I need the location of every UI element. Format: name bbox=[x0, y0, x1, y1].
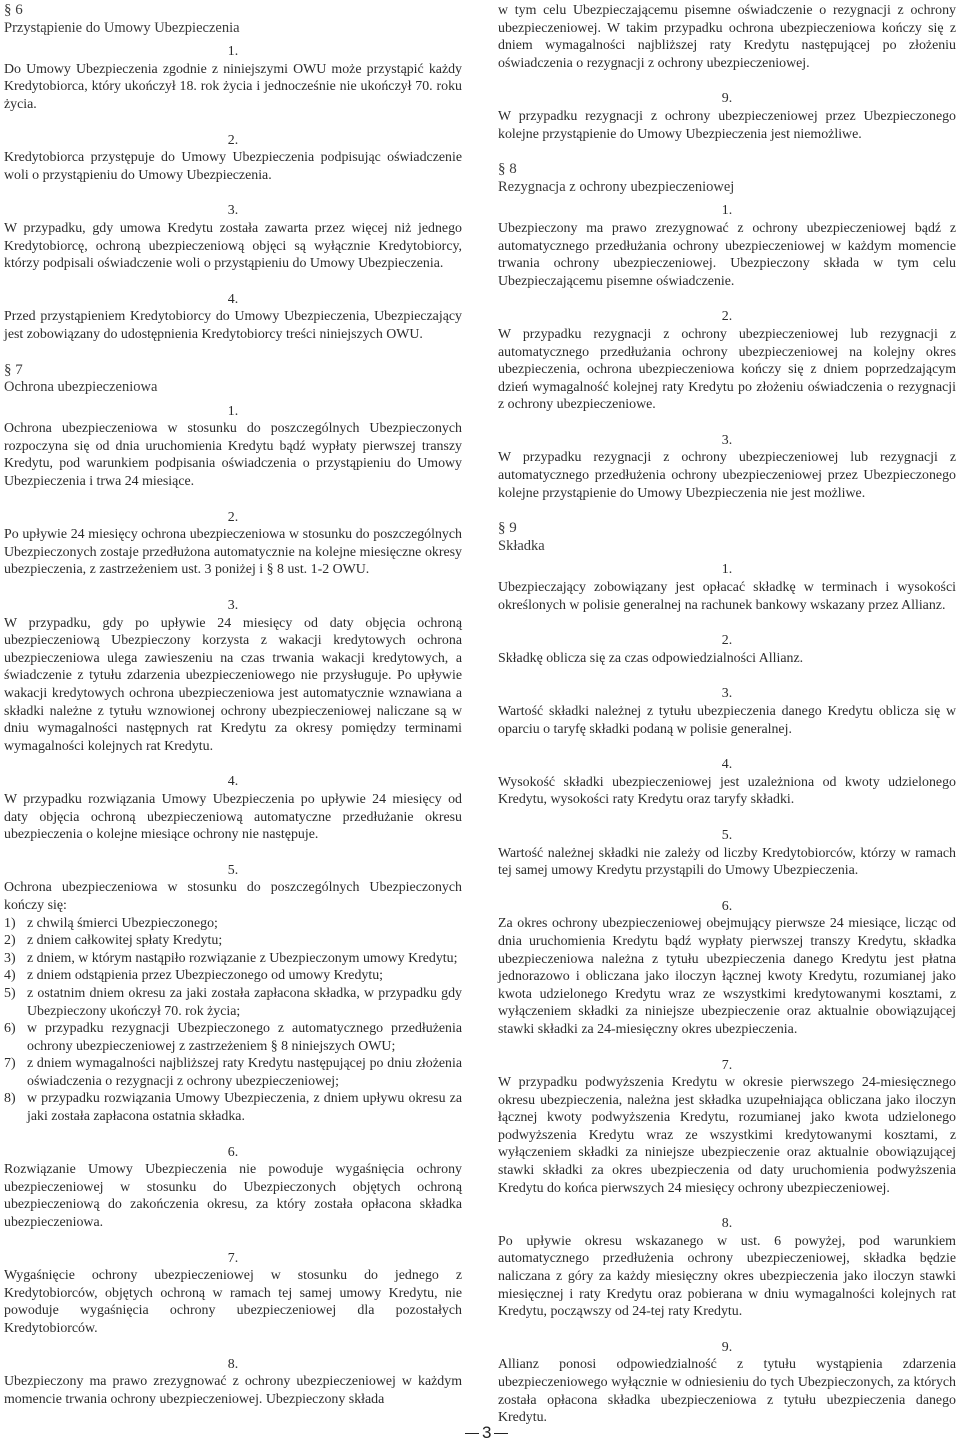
paragraph-number: 1. bbox=[227, 44, 239, 60]
list-item-text: z chwilą śmierci Ubezpieczonego; bbox=[27, 915, 218, 931]
paragraph-text: Wygaśnięcie ochrony ubezpieczeniowej w stosunku do jednego z Kredytobiorców, objętych ochroną w ramach tej samej umowy Kredytu, nie powoduje wygaśnięcia ochrony ubezpieczeniowej dla pozostałych Kredytobiorców. bbox=[4, 1268, 462, 1336]
list-item-number: 6) bbox=[4, 1021, 16, 1037]
list-item-number: 5) bbox=[4, 985, 16, 1001]
right-column bbox=[498, 2, 956, 1445]
paragraph-text: Allianz ponosi odpowiedzialność z tytułu wystąpienia zdarzenia ubezpieczeniowego wyłącznie w odniesieniu do tych Ubezpieczonych, za których została opłacona składka ubezpieczeniowa z tytułu ubezpieczenia danego Kredytu. bbox=[498, 1357, 956, 1426]
paragraph bbox=[4, 291, 462, 344]
paragraph-number: 2. bbox=[721, 633, 733, 649]
paragraph bbox=[4, 597, 462, 755]
paragraph bbox=[4, 1250, 462, 1338]
paragraph bbox=[498, 756, 956, 809]
paragraph-number: 9. bbox=[721, 1339, 733, 1355]
paragraph bbox=[4, 403, 462, 491]
list-item-text: z ostatnim dniem okresu za jaki została zapłacona składka, w przypadku gdy Ubezpieczony ukończył 70. rok życia; bbox=[27, 985, 462, 1019]
page-number: 3 bbox=[482, 1423, 492, 1442]
list-item-text: z dniem całkowitej spłaty Kredytu; bbox=[27, 933, 223, 949]
section-number: § 8 bbox=[498, 161, 517, 178]
list-item-number: 7) bbox=[4, 1056, 16, 1072]
paragraph bbox=[498, 1215, 956, 1321]
paragraph bbox=[4, 132, 462, 185]
paragraph bbox=[498, 632, 956, 667]
paragraph-text: Ochrona ubezpieczeniowa w stosunku do poszczególnych Ubezpieczonych rozpoczyna się od dnia uruchomienia Kredytu bądź wypłaty pierwszej transzy Kredytu, pod warunkiem podpisania oświadczenia o przystąpieniu do Umowy Ubezpieczenia i trwa 24 miesiące. bbox=[4, 421, 462, 490]
list-item-number: 3) bbox=[4, 950, 16, 966]
left-column bbox=[4, 2, 462, 1426]
paragraph-number: 2. bbox=[227, 509, 239, 525]
paragraph-number: 3. bbox=[721, 432, 733, 448]
list-item bbox=[4, 1090, 462, 1125]
paragraph-text: W przypadku, gdy umowa Kredytu została zawarta przez więcej niż jednego Kredytobiorcę, ochroną ubezpieczeniową objęci są wyłącznie Kredytobiorcy, którzy podpisali oświadczenie woli o przystąpieniu do Umowy Ubezpieczenia. bbox=[4, 220, 462, 272]
list-item bbox=[4, 985, 462, 1020]
paragraph bbox=[498, 308, 956, 414]
section-number: § 7 bbox=[4, 361, 23, 378]
paragraph-text: W przypadku rezygnacji z ochrony ubezpieczeniowej przez Ubezpieczonego kolejne przystąpienie do Umowy Ubezpieczenia jest niemożliwe. bbox=[498, 108, 956, 142]
list-item-text: z dniem odstąpienia przez Ubezpieczonego od umowy Kredytu; bbox=[27, 968, 384, 984]
page-footer bbox=[462, 1424, 511, 1442]
paragraph bbox=[498, 898, 956, 1039]
section-title: Składka bbox=[498, 537, 545, 554]
paragraph bbox=[4, 202, 462, 272]
paragraph-number: 3. bbox=[227, 203, 239, 219]
section-heading bbox=[4, 362, 462, 397]
list-item-number: 2) bbox=[4, 933, 16, 949]
list-item-text: z dniem, w którym nastąpiło rozwiązanie z Ubezpieczonym umowy Kredytu; bbox=[27, 950, 458, 966]
list-item bbox=[4, 932, 462, 950]
list-item bbox=[4, 1020, 462, 1055]
paragraph bbox=[498, 432, 956, 502]
paragraph-number: 5. bbox=[721, 827, 733, 843]
paragraph-number: 4. bbox=[721, 757, 733, 773]
paragraph-number: 6. bbox=[227, 1144, 239, 1160]
paragraph bbox=[498, 561, 956, 614]
paragraph-number: 8. bbox=[227, 1356, 239, 1372]
paragraph-number: 3. bbox=[227, 598, 239, 614]
paragraph-text: W przypadku rezygnacji z ochrony ubezpieczeniowej lub rezygnacji z automatycznego przedłużenia ochrony ubezpieczeniowej przez Ubezpieczonego kolejne przystąpienie do Umowy Ubezpieczenia nie jest możliwe. bbox=[498, 450, 956, 501]
section-title: Ochrona ubezpieczeniowa bbox=[4, 379, 158, 396]
paragraph-text: Ochrona ubezpieczeniowa w stosunku do poszczególnych Ubezpieczonych kończy się: bbox=[4, 880, 462, 913]
paragraph-number: 1. bbox=[227, 403, 239, 419]
list-item bbox=[4, 1055, 462, 1090]
paragraph bbox=[498, 1339, 956, 1427]
paragraph-number: 1. bbox=[721, 203, 733, 219]
paragraph-text: Po upływie 24 miesięcy ochrona ubezpieczeniowa w stosunku do poszczególnych Ubezpieczonych zostaje przedłużona automatycznie na kolejne miesięczne okresy ubezpieczenia, z zastrzeżeniem ust. 3 poniżej i § 8 ust. 1-2 OWU. bbox=[4, 527, 462, 578]
section-number: § 9 bbox=[498, 520, 517, 537]
list-item-number: 8) bbox=[4, 1091, 16, 1107]
paragraph bbox=[4, 509, 462, 579]
paragraph bbox=[498, 1057, 956, 1198]
paragraph-number: 3. bbox=[721, 686, 733, 702]
section-number: § 6 bbox=[4, 2, 23, 18]
section-title: Przystąpienie do Umowy Ubezpieczenia bbox=[4, 19, 240, 36]
paragraph-number: 1. bbox=[721, 562, 733, 578]
paragraph-number: 4. bbox=[227, 291, 239, 307]
paragraph bbox=[498, 685, 956, 738]
paragraph-text: w tym celu Ubezpieczającemu pisemne oświadczenie o rezygnacji z ochrony ubezpieczeniowej. W takim przypadku ochrona ubezpieczeniowa kończy się z dniem wymagalności najbliższej raty Kredytu następującej po złożeniu oświadczenia o rezygnacji z ochrony ubezpieczeniowej. bbox=[498, 3, 956, 71]
paragraph bbox=[4, 773, 462, 843]
paragraph-text: W przypadku rozwiązania Umowy Ubezpieczenia po upływie 24 miesięcy od daty objęcia ochroną ubezpieczeniową automatyczne przedłużanie okresu ubezpieczenia o kolejne miesiące ochrony nie następuje. bbox=[4, 791, 462, 843]
list-item bbox=[4, 967, 462, 985]
list-item-number: 4) bbox=[4, 968, 16, 984]
paragraph-text: Składkę oblicza się za czas odpowiedzialności Allianz. bbox=[498, 650, 804, 666]
paragraph bbox=[498, 202, 956, 290]
paragraph-number: 5. bbox=[227, 862, 239, 878]
paragraph-number: 6. bbox=[721, 898, 733, 914]
numbered-list bbox=[4, 915, 462, 1126]
paragraph-text: Przed przystąpieniem Kredytobiorcy do Umowy Ubezpieczenia, Ubezpieczający jest zobowiązany do udostępnienia Kredytobiorcy treści niniejszych OWU. bbox=[4, 309, 462, 342]
paragraph-text: W przypadku podwyższenia Kredytu w okresie pierwszego 24-miesięcznego okresu ubezpieczenia, należna jest składka uzupełniająca obliczana jako iloczyn łącznej kwoty podwyższenia Kredytu, rozumianej jako kwota udzielonego podwyższenia Kredytu wraz ze wszystkimi kredytowanymi kosztami, z wyłączeniem składki za niniejsze ubezpieczenie oraz aktualnie obowiązującej stawki składki za okres ubezpieczenia od daty uruchomienia podwyższenia Kredytu do końca pierwszych 24 miesięcy ochrony ubezpieczeniowej. bbox=[498, 1075, 956, 1196]
paragraph bbox=[4, 862, 462, 1126]
list-item-text: z dniem wymagalności najbliższej raty Kredytu następującej po dniu złożenia oświadczenia o rezygnacji z ochrony ubezpieczeniowej; bbox=[27, 1056, 462, 1089]
paragraph-text: Wartość składki należnej z tytułu ubezpieczenia danego Kredytu oblicza się w oparciu o taryfę składki podaną w polisie generalnej. bbox=[498, 704, 956, 737]
section-heading bbox=[498, 520, 956, 555]
paragraph bbox=[498, 827, 956, 880]
paragraph-text: W przypadku, gdy po upływie 24 miesięcy od daty objęcia ochroną ubezpieczeniową Ubezpieczony korzysta z wakacji kredytowych ochrona ubezpieczeniowa ulega zawieszeniu na czas trwania wakacji kredytowych, a świadczenie z tytułu zdarzenia ubezpieczeniowego nie przysługuje. Po upływie wakacji kredytowych ochrona ubezpieczeniowa jest automatycznie wznawiana a składki należne z tytułu wznowionej ochrony ubezpieczeniowej naliczane są w dniu wymagalności następnych rat Kredytu za okresy pomiędzy terminami wymagalności kolejnych rat Kredytu. bbox=[4, 615, 462, 754]
list-item bbox=[4, 950, 462, 968]
paragraph-text: Wartość należnej składki nie zależy od liczby Kredytobiorców, którzy w ramach tej samej umowy Kredytu przystąpili do Umowy Ubezpieczenia. bbox=[498, 845, 956, 879]
paragraph bbox=[498, 2, 956, 72]
paragraph-number: 8. bbox=[721, 1216, 733, 1232]
paragraph-text: Ubezpieczony ma prawo zrezygnować z ochrony ubezpieczeniowej bądź z automatycznego przedłużania ochrony ubezpieczeniowej w każdym momencie trwania ochrony ubezpieczeniowej. Ubezpieczony składa w tym celu Ubezpieczającemu pisemne oświadczenie. bbox=[498, 220, 956, 289]
paragraph-number: 2. bbox=[227, 132, 239, 148]
paragraph bbox=[4, 43, 462, 113]
footer-rule-right bbox=[494, 1433, 508, 1435]
paragraph-text: Kredytobiorca przystępuje do Umowy Ubezpieczenia podpisując oświadczenie woli o przystąpieniu do Umowy Ubezpieczenia. bbox=[4, 150, 462, 183]
paragraph-number: 7. bbox=[227, 1250, 239, 1266]
paragraph-number: 7. bbox=[721, 1057, 733, 1073]
section-heading bbox=[498, 161, 956, 196]
list-item-text: w przypadku rozwiązania Umowy Ubezpieczenia, z dniem upływu okresu za jaki została zapłacona ostatnia składka. bbox=[27, 1091, 462, 1125]
paragraph-number: 9. bbox=[721, 91, 733, 107]
paragraph bbox=[4, 1356, 462, 1409]
paragraph-text: Do Umowy Ubezpieczenia zgodnie z niniejszymi OWU może przystąpić każdy Kredytobiorca, który ukończył 18. rok życia i jednocześnie nie ukończył 70. roku życia. bbox=[4, 61, 462, 112]
footer-rule-left bbox=[465, 1433, 479, 1435]
paragraph-number: 4. bbox=[227, 774, 239, 790]
paragraph bbox=[4, 1144, 462, 1232]
paragraph bbox=[498, 90, 956, 143]
paragraph-text: W przypadku rezygnacji z ochrony ubezpieczeniowej lub rezygnacji z automatycznego przedłużania ochrony ubezpieczeniowej na kolejny okres ubezpieczenia, ochrona ubezpieczeniowa kończy się z dniem poprzedzającym dzień wymagalność kolejnej raty Kredytu po złożeniu oświadczenia o rezygnacji z ochrony ubezpieczeniowe. bbox=[498, 326, 956, 413]
paragraph-number: 2. bbox=[721, 309, 733, 325]
paragraph-text: Wysokość składki ubezpieczeniowej jest uzależniona od kwoty udzielonego Kredytu, wysokości raty Kredytu oraz taryfy składki. bbox=[498, 774, 956, 808]
paragraph-text: Rozwiązanie Umowy Ubezpieczenia nie powoduje wygaśnięcia ochrony ubezpieczeniowej w stosunku do Ubezpieczonych objętych ochroną ubezpieczeniową do zakończenia okresu, za który została opłacona składka ubezpieczeniowa. bbox=[4, 1162, 462, 1231]
section-title: Rezygnacja z ochrony ubezpieczeniowej bbox=[498, 178, 735, 195]
list-item bbox=[4, 915, 462, 933]
paragraph-text: Za okres ochrony ubezpieczeniowej obejmujący pierwsze 24 miesiące, licząc od dnia uruchomienia Kredytu bądź wypłaty pierwszej transzy Kredytu, składka ubezpieczeniowa należna z tytułu ubezpieczenia danego Kredytu jest płatna jednorazowo i obliczana jako iloczyn łącznej kwoty Kredytu, rozumianej jako kwota udzielonego Kredytu wraz ze wszystkimi kredytowanymi kosztami, z wyłączeniem składki za niniejsze ubezpieczenie oraz aktualnie obowiązującej stawki składki za 24-miesięczny okres ubezpieczenia. bbox=[498, 916, 956, 1037]
list-item-text: w przypadku rezygnacji Ubezpieczonego z automatycznego przedłużenia ochrony ubezpieczeniowej z zastrzeżeniem § 8 niniejszych OWU; bbox=[27, 1021, 462, 1054]
paragraph-text: Ubezpieczony ma prawo zrezygnować z ochrony ubezpieczeniowej w każdym momencie trwania ochrony ubezpieczeniowej. Ubezpieczony składa bbox=[4, 1374, 462, 1407]
list-item-number: 1) bbox=[4, 915, 16, 931]
paragraph-text: Po upływie okresu wskazanego w ust. 6 powyżej, pod warunkiem automatycznego przedłużenia ochrony ubezpieczeniowej, składka będzie naliczana z góry za każdy miesięczny okres ubezpieczenia jako iloczyn stawki miesięcznej i raty Kredytu oraz pobierana w dniu wymagalności kolejnych rat Kredytu, począwszy od 24-tej raty Kredytu. bbox=[498, 1233, 956, 1320]
section-heading bbox=[4, 2, 462, 37]
paragraph-text: Ubezpieczający zobowiązany jest opłacać składkę w terminach i wysokości określonych w polisie generalnej na rachunek bankowy wskazany przez Allianz. bbox=[498, 580, 956, 613]
